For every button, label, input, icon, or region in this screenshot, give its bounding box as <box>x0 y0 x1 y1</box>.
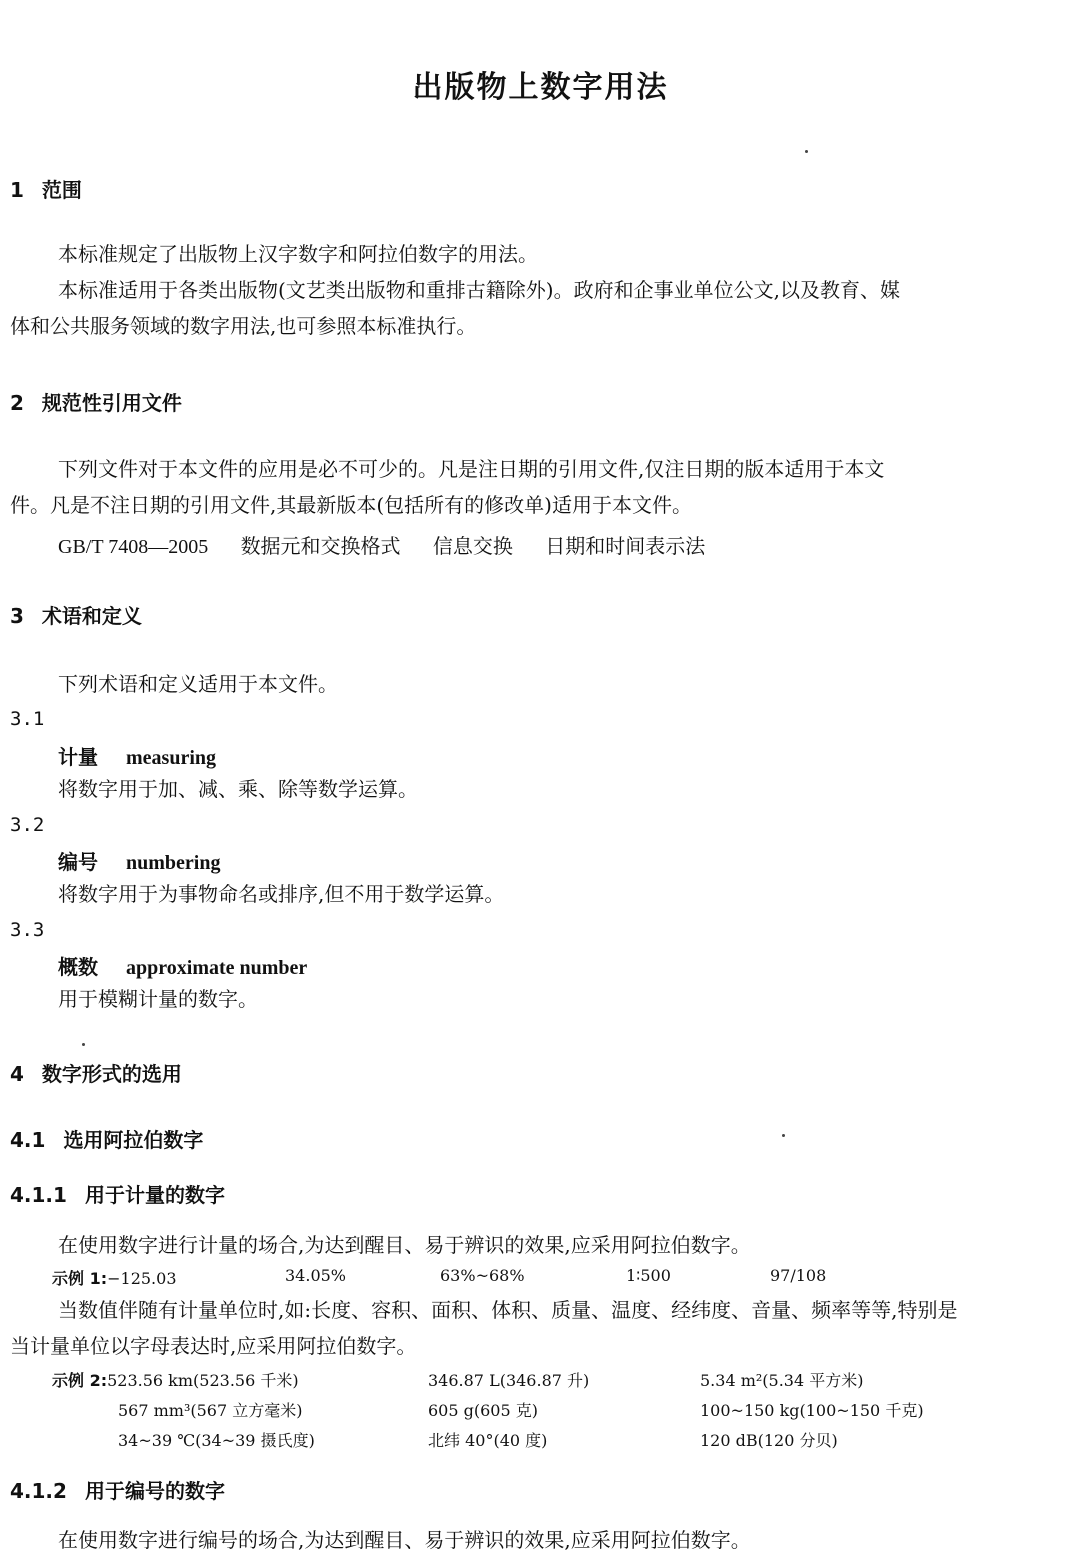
example-value: −125.03 <box>107 1269 177 1288</box>
paragraph: 下列术语和定义适用于本文件。 <box>58 672 338 696</box>
paragraph: 当数值伴随有计量单位时,如:长度、容积、面积、体积、质量、温度、经纬度、音量、频率等等,特别是 <box>58 1298 958 1322</box>
section-heading-4 <box>10 1058 182 1087</box>
term-english: numbering <box>126 852 221 874</box>
term-entry <box>58 846 220 875</box>
section-title: 选用阿拉伯数字 <box>63 1128 204 1152</box>
section-title: 术语和定义 <box>41 604 142 628</box>
term-english: measuring <box>126 747 216 769</box>
paragraph: 本标准适用于各类出版物(文艺类出版物和重排古籍除外)。政府和企事业单位公文,以及教育、媒 <box>58 278 900 302</box>
paragraph-continuation: 件。凡是不注日期的引用文件,其最新版本(包括所有的修改单)适用于本文件。 <box>10 493 692 517</box>
paragraph: 在使用数字进行计量的场合,为达到醒目、易于辨识的效果,应采用阿拉伯数字。 <box>58 1233 751 1257</box>
example-value: 34~39 ℃(34~39 摄氏度) <box>118 1431 315 1450</box>
term-number: 3.3 <box>10 919 45 941</box>
paragraph-continuation: 体和公共服务领域的数字用法,也可参照本标准执行。 <box>10 314 477 338</box>
example-value: 63%~68% <box>440 1266 525 1285</box>
term-entry <box>58 741 216 770</box>
paragraph: 下列文件对于本文件的应用是必不可少的。凡是注日期的引用文件,仅注日期的版本适用于本文 <box>58 457 885 481</box>
section-number: 2 <box>10 391 24 415</box>
term-chinese: 编号 <box>58 850 98 874</box>
paragraph-continuation: 当计量单位以字母表达时,应采用阿拉伯数字。 <box>10 1334 417 1358</box>
section-heading-1 <box>10 174 82 203</box>
section-title: 数字形式的选用 <box>41 1062 182 1086</box>
example-value: 567 mm³(567 立方毫米) <box>118 1401 303 1420</box>
scan-speck <box>805 150 808 153</box>
term-chinese: 概数 <box>58 955 98 979</box>
term-definition: 将数字用于为事物命名或排序,但不用于数学运算。 <box>58 882 505 906</box>
scan-speck <box>782 1134 785 1137</box>
normative-reference <box>58 530 731 559</box>
example-label: 示例 2: <box>52 1371 108 1390</box>
subsection-heading-4-1-2 <box>10 1475 225 1504</box>
section-title: 规范性引用文件 <box>41 391 182 415</box>
page-title: 出版物上数字用法 <box>412 70 669 105</box>
term-chinese: 计量 <box>58 745 98 769</box>
reference-title-part: 数据元和交换格式 <box>240 534 401 558</box>
reference-title-part: 日期和时间表示法 <box>545 534 706 558</box>
paragraph: 在使用数字进行编号的场合,为达到醒目、易于辨识的效果,应采用阿拉伯数字。 <box>58 1528 751 1552</box>
term-entry <box>58 951 307 980</box>
example-value: 34.05% <box>285 1266 347 1285</box>
section-heading-3 <box>10 600 142 629</box>
section-number: 4.1.2 <box>10 1479 67 1503</box>
example-value: 北纬 40°(40 度) <box>428 1431 548 1450</box>
term-number: 3.2 <box>10 814 45 836</box>
example-value: 523.56 km(523.56 千米) <box>107 1371 299 1390</box>
subsection-heading-4-1-1 <box>10 1179 225 1208</box>
example-value: 605 g(605 克) <box>428 1401 538 1420</box>
section-title: 用于计量的数字 <box>84 1183 225 1207</box>
section-number: 4 <box>10 1062 24 1086</box>
term-number: 3.1 <box>10 708 45 730</box>
example-value: 5.34 m²(5.34 平方米) <box>700 1371 864 1390</box>
section-number: 3 <box>10 604 24 628</box>
section-title: 范围 <box>41 178 82 202</box>
example-label: 示例 1: <box>52 1269 108 1288</box>
reference-title-part: 信息交换 <box>432 534 513 558</box>
paragraph: 本标准规定了出版物上汉字数字和阿拉伯数字的用法。 <box>58 242 538 266</box>
example-value: 120 dB(120 分贝) <box>700 1431 838 1450</box>
section-number: 4.1.1 <box>10 1183 67 1207</box>
section-title: 用于编号的数字 <box>84 1479 225 1503</box>
term-definition: 将数字用于加、减、乘、除等数学运算。 <box>58 777 418 801</box>
example-value: 100~150 kg(100~150 千克) <box>700 1401 924 1420</box>
subsection-heading-4-1 <box>10 1124 203 1153</box>
example-value: 346.87 L(346.87 升) <box>428 1371 590 1390</box>
section-number: 4.1 <box>10 1128 46 1152</box>
section-number: 1 <box>10 178 24 202</box>
scan-speck <box>82 1043 85 1046</box>
example-2-row <box>52 1368 299 1391</box>
section-heading-2 <box>10 387 182 416</box>
term-english: approximate number <box>126 957 308 979</box>
example-value: 97/108 <box>770 1266 827 1285</box>
reference-code: GB/T 7408—2005 <box>58 536 209 558</box>
term-definition: 用于模糊计量的数字。 <box>58 987 258 1011</box>
example-value: 1∶500 <box>626 1266 671 1285</box>
example-1-label <box>52 1266 177 1289</box>
